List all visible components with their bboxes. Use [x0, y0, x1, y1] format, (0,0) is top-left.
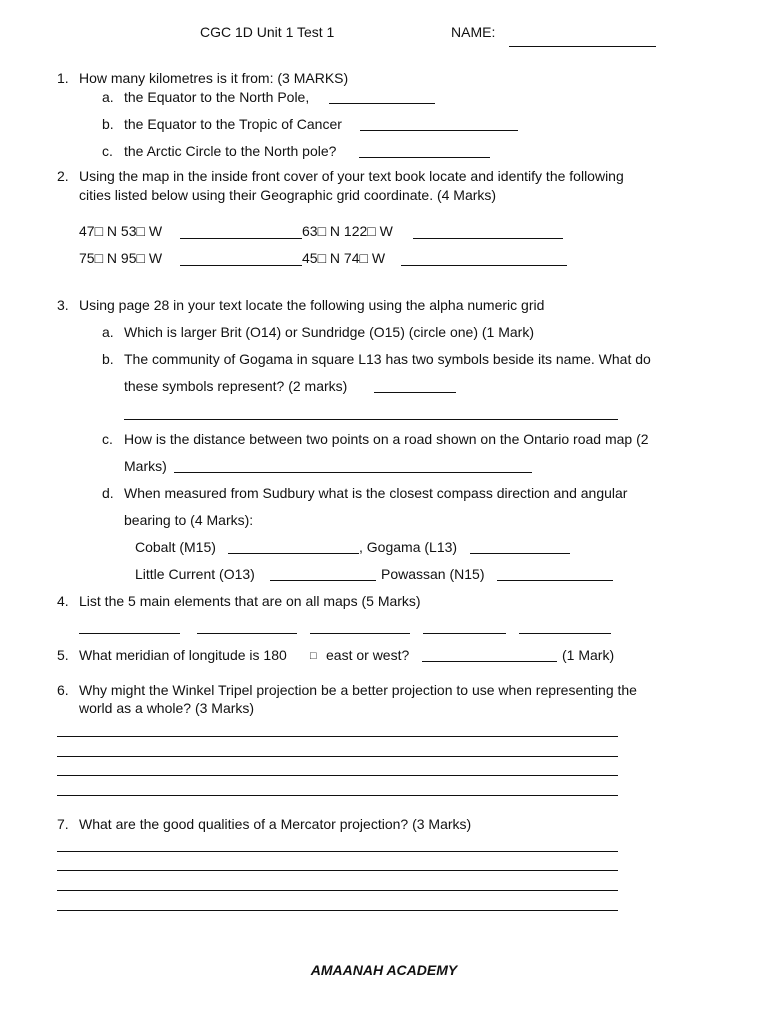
- q1-text: How many kilometres is it from: (3 MARKS): [79, 70, 349, 86]
- q2-text-line1: Using the map in the inside front cover of your text book locate and identify the following: [79, 168, 624, 184]
- q5-answer-blank[interactable]: [422, 661, 557, 662]
- q4-answer-blank-3[interactable]: [310, 633, 410, 634]
- q3b-answer-line[interactable]: [124, 419, 618, 420]
- q3c-answer-blank[interactable]: [174, 472, 532, 473]
- q3d-answer-blank-gogama[interactable]: [470, 553, 570, 554]
- q2-coordinate-2: 63□ N 122□ W: [302, 223, 393, 239]
- q3d-text-line2: bearing to (4 Marks):: [124, 512, 254, 528]
- q1-number: 1.: [57, 70, 69, 86]
- q6-text-line1: Why might the Winkel Tripel projection be a better projection to use when representing the: [79, 682, 637, 698]
- name-label: NAME:: [451, 24, 496, 40]
- q7-answer-line-3[interactable]: [57, 890, 618, 891]
- q2-answer-blank-4[interactable]: [401, 265, 567, 266]
- q3a-text: Which is larger Brit (O14) or Sundridge (O15) (circle one) (1 Mark): [124, 324, 535, 340]
- q3d-label: d.: [102, 485, 114, 501]
- q3d-place-little-current: Little Current (O13): [135, 566, 255, 582]
- q3d-place-powassan: Powassan (N15): [381, 566, 485, 582]
- q7-text: What are the good qualities of a Mercator projection? (3 Marks): [79, 816, 472, 832]
- q4-answer-blank-2[interactable]: [197, 633, 297, 634]
- q1c-label: c.: [102, 143, 113, 159]
- q1a-text: the Equator to the North Pole,: [124, 89, 310, 105]
- q7-answer-line-1[interactable]: [57, 851, 618, 852]
- q5-text: What meridian of longitude is 180: [79, 647, 287, 663]
- q2-text-line2: cities listed below using their Geographic grid coordinate. (4 Marks): [79, 187, 497, 203]
- q3d-place-cobalt: Cobalt (M15): [135, 539, 216, 555]
- name-field[interactable]: [509, 46, 656, 47]
- q2-coordinate-3: 75□ N 95□ W: [79, 250, 163, 266]
- q2-number: 2.: [57, 168, 69, 184]
- q3a-label: a.: [102, 324, 114, 340]
- q3d-place-gogama: , Gogama (L13): [359, 539, 458, 555]
- q5-degree-glyph: □: [310, 650, 317, 662]
- q2-answer-blank-2[interactable]: [413, 238, 563, 239]
- q4-text: List the 5 main elements that are on all maps (5 Marks): [79, 593, 421, 609]
- q4-answer-blank-4[interactable]: [423, 633, 506, 634]
- q1a-label: a.: [102, 89, 114, 105]
- q6-answer-line-4[interactable]: [57, 795, 618, 796]
- q6-answer-line-1[interactable]: [57, 736, 618, 737]
- q6-answer-line-2[interactable]: [57, 756, 618, 757]
- q5-number: 5.: [57, 647, 69, 663]
- q3c-label: c.: [102, 431, 113, 447]
- q4-answer-blank-1[interactable]: [79, 633, 180, 634]
- q3-text: Using page 28 in your text locate the following using the alpha numeric grid: [79, 297, 545, 313]
- q1b-answer-blank[interactable]: [360, 130, 518, 131]
- q3c-text-line2: Marks): [124, 458, 167, 474]
- q1b-text: the Equator to the Tropic of Cancer: [124, 116, 342, 132]
- q6-answer-line-3[interactable]: [57, 775, 618, 776]
- q2-answer-blank-1[interactable]: [180, 238, 302, 239]
- q2-coordinate-4: 45□ N 74□ W: [302, 250, 386, 266]
- q3d-answer-blank-little-current[interactable]: [270, 580, 376, 581]
- q4-answer-blank-5[interactable]: [519, 633, 611, 634]
- q2-coordinate-1: 47□ N 53□ W: [79, 223, 163, 239]
- q3b-answer-blank[interactable]: [374, 392, 456, 393]
- q7-answer-line-2[interactable]: [57, 870, 618, 871]
- q1c-answer-blank[interactable]: [359, 157, 490, 158]
- q3-number: 3.: [57, 297, 69, 313]
- q6-text-line2: world as a whole? (3 Marks): [79, 700, 255, 716]
- q3b-text-line1: The community of Gogama in square L13 has two symbols beside its name. What do: [124, 351, 651, 367]
- q3b-text-line2: these symbols represent? (2 marks): [124, 378, 348, 394]
- q1c-text: the Arctic Circle to the North pole?: [124, 143, 337, 159]
- q1a-answer-blank[interactable]: [329, 103, 435, 104]
- q7-number: 7.: [57, 816, 69, 832]
- test-title: CGC 1D Unit 1 Test 1: [200, 24, 335, 40]
- q3d-text-line1: When measured from Sudbury what is the closest compass direction and angular: [124, 485, 628, 501]
- school-name-footer: AMAANAH ACADEMY: [310, 962, 458, 978]
- q2-answer-blank-3[interactable]: [180, 265, 302, 266]
- q3d-answer-blank-powassan[interactable]: [497, 580, 613, 581]
- q6-number: 6.: [57, 682, 69, 698]
- q5-text-east-west: east or west?: [326, 647, 410, 663]
- q3c-text-line1: How is the distance between two points on a road shown on the Ontario road map (2: [124, 431, 649, 447]
- q4-number: 4.: [57, 593, 69, 609]
- q3b-label: b.: [102, 351, 114, 367]
- q5-marks: (1 Mark): [562, 647, 615, 663]
- q3d-answer-blank-cobalt[interactable]: [228, 553, 359, 554]
- q7-answer-line-4[interactable]: [57, 910, 618, 911]
- q1b-label: b.: [102, 116, 114, 132]
